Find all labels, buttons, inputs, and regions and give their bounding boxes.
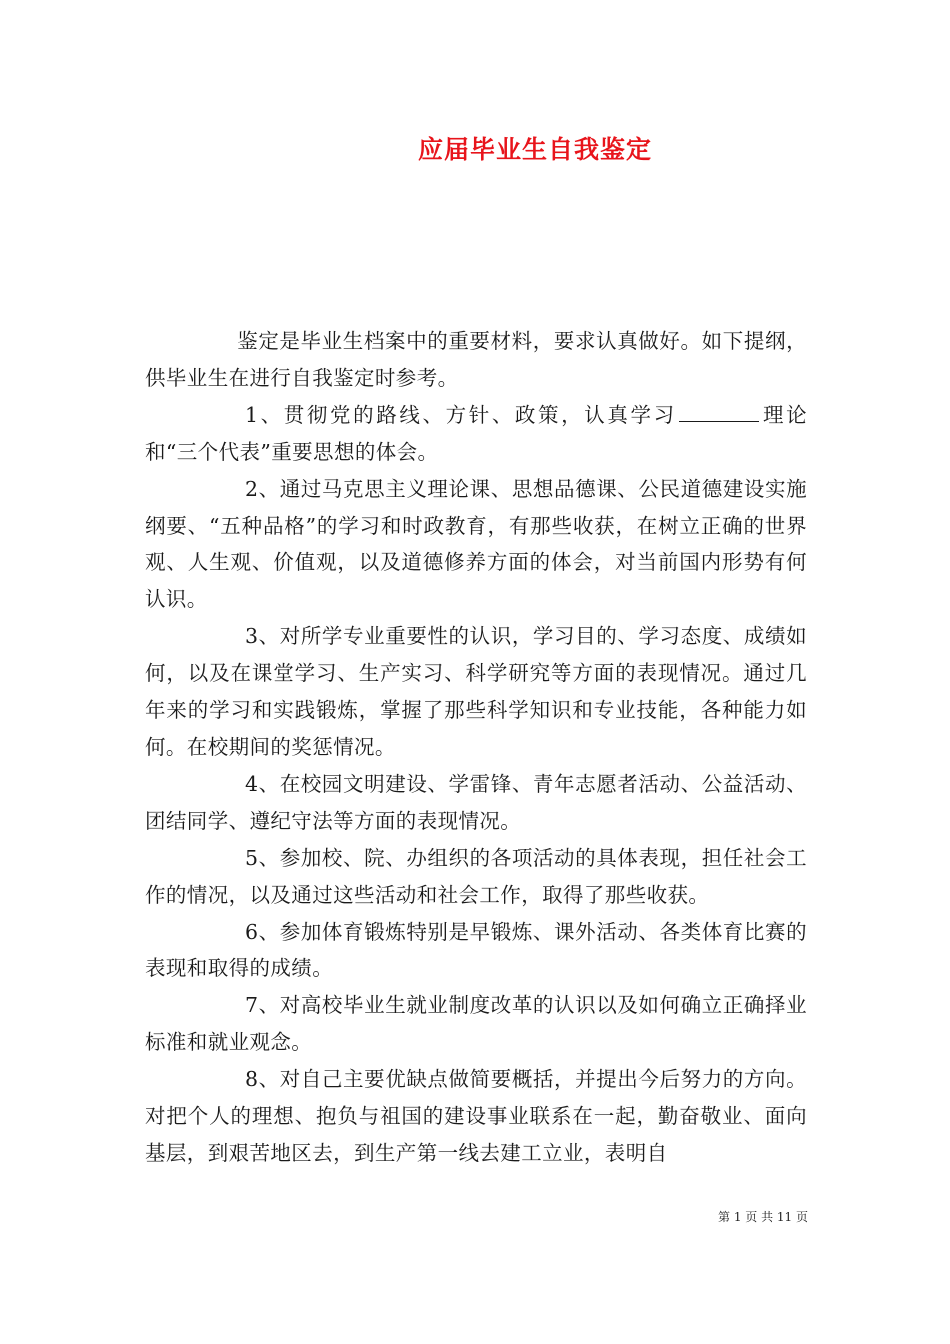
document-body [145, 323, 807, 1172]
item-3-text: 3、对所学专业重要性的认识，学习目的、学习态度、成绩如何，以及在课堂学习、生产实习、科学研究等方面的表现情况。通过几年来的学习和实践锻炼，掌握了那些科学知识和专业技能，各种能力如何。在校期间的奖惩情况。 [145, 624, 807, 759]
item-paragraph-7 [145, 987, 807, 1061]
item-paragraph-6 [145, 914, 807, 988]
item-paragraph-5 [145, 840, 807, 914]
item-8-text: 8、对自己主要优缺点做简要概括，并提出今后努力的方向。对把个人的理想、抱负与祖国的建设事业联系在一起，勤奋敬业、面向基层，到艰苦地区去，到生产第一线去建工立业，表明自 [145, 1067, 807, 1165]
item-2-text: 2、通过马克思主义理论课、思想品德课、公民道德建设实施纲要、“五种品格”的学习和时政教育，有那些收获，在树立正确的世界观、人生观、价值观，以及道德修养方面的体会，对当前国内形势有何认识。 [145, 476, 807, 612]
item-paragraph-4 [145, 766, 807, 840]
intro-paragraph [145, 323, 807, 397]
intro-text: 鉴定是毕业生档案中的重要材料，要求认真做好。如下提纲，供毕业生在进行自我鉴定时参考。 [145, 329, 807, 390]
item-paragraph-3 [145, 618, 807, 766]
page-number-footer: 第 1 页 共 11 页 [718, 1210, 808, 1224]
item-1-text-start: 1、贯彻党的路线、方针、政策，认真学习 [245, 402, 677, 427]
item-7-text: 7、对高校毕业生就业制度改革的认识以及如何确立正确择业标准和就业观念。 [145, 993, 807, 1055]
fill-in-blank [679, 403, 759, 422]
item-5-text: 5、参加校、院、办组织的各项活动的具体表现，担任社会工作的情况，以及通过这些活动和社会工作，取得了那些收获。 [145, 845, 807, 907]
item-4-text: 4、在校园文明建设、学雷锋、青年志愿者活动、公益活动、团结同学、遵纪守法等方面的表现情况。 [145, 771, 807, 833]
item-paragraph-8 [145, 1061, 807, 1172]
item-6-text: 6、参加体育锻炼特别是早锻炼、课外活动、各类体育比赛的表现和取得的成绩。 [145, 919, 807, 981]
item-1-text-end: 理论和“三个代表”重要思想的体会。 [145, 402, 807, 464]
item-paragraph-2 [145, 471, 807, 619]
item-paragraph-1 [145, 397, 807, 471]
document-title: 应届毕业生自我鉴定 [417, 135, 652, 164]
